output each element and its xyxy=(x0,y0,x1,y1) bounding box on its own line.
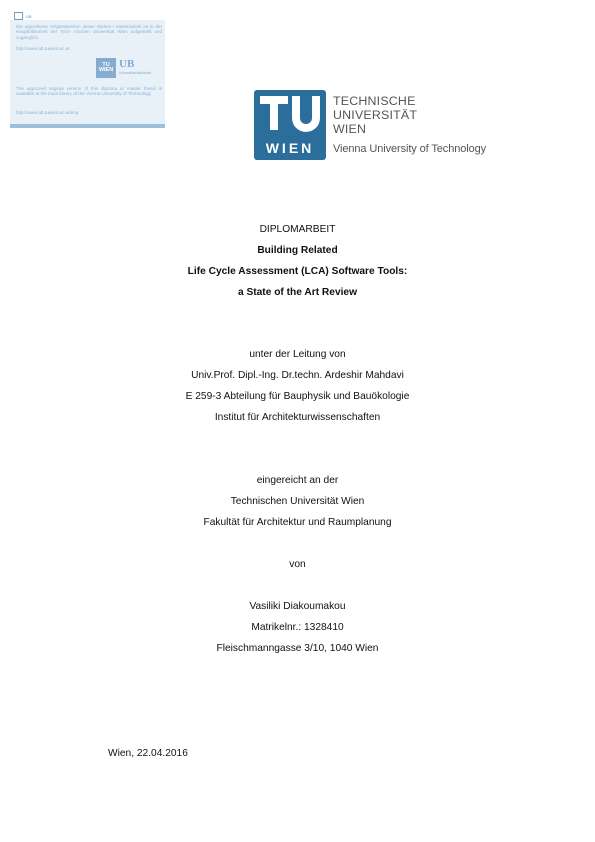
university-name-line: WIEN xyxy=(333,122,367,137)
institute: Institut für Architekturwissenschaften xyxy=(214,412,381,423)
ub-logo-text: UB xyxy=(119,58,135,70)
author-address: Fleischmanngasse 3/10, 1040 Wien xyxy=(216,643,379,654)
thesis-type: DIPLOMARBEIT xyxy=(259,224,336,235)
author-matriculation: Matrikelnr.: 1328410 xyxy=(251,622,344,633)
submission-faculty: Fakultät für Architektur und Raumplanung xyxy=(203,517,392,528)
thesis-title-line: Building Related xyxy=(257,245,338,256)
tu-wien-logo-icon xyxy=(254,90,326,160)
supervisor-name: Univ.Prof. Dipl.-Ing. Dr.techn. Ardeshir Mahdavi xyxy=(191,370,404,381)
place-date: Wien, 22.04.2016 xyxy=(108,748,188,759)
university-name xyxy=(333,94,417,137)
tu-small-logo-icon: TU WIEN xyxy=(96,58,116,78)
thesis-title-line: a State of the Art Review xyxy=(237,287,358,298)
library-badge-icon xyxy=(14,12,23,20)
notice-german-link[interactable]: http://www.ub.tuwien.ac.at xyxy=(16,46,70,51)
submission-intro: eingereicht an der xyxy=(256,475,339,486)
notice-english-link[interactable]: http://www.ub.tuwien.ac.at/eng xyxy=(16,110,79,115)
ub-logo-subtitle: Universitätsbibliothek xyxy=(119,71,152,75)
author-name: Vasiliki Diakoumakou xyxy=(249,601,346,612)
notice-german-text: Die approbierte Originalversion dieser Diplom-/ Masterarbeit ist in der Hauptbibliothek der Tech- nischen Universität Wien aufgestellt und zugänglich. xyxy=(16,24,162,40)
university-name-line: UNIVERSITÄT xyxy=(333,108,418,123)
department: E 259-3 Abteilung für Bauphysik und Bauökologie xyxy=(185,391,410,402)
university-subtitle: Vienna University of Technology xyxy=(333,143,487,155)
library-badge xyxy=(14,12,32,20)
library-logo xyxy=(96,58,151,78)
supervision-intro: unter der Leitung von xyxy=(249,349,346,360)
notice-english-text: The approved original version of this diploma or master thesis is available at the main library of the Vienna University of Technology. xyxy=(16,86,162,97)
submission-university: Technischen Universität Wien xyxy=(230,496,365,507)
thesis-title-line: Life Cycle Assessment (LCA) Software Tools: xyxy=(187,266,408,277)
author-by: von xyxy=(289,559,306,570)
tu-logo-wien-text: WIEN xyxy=(265,140,315,156)
library-notice-box xyxy=(10,13,165,128)
university-name-line: TECHNISCHE xyxy=(333,94,416,108)
library-badge-label: UB xyxy=(26,13,32,19)
